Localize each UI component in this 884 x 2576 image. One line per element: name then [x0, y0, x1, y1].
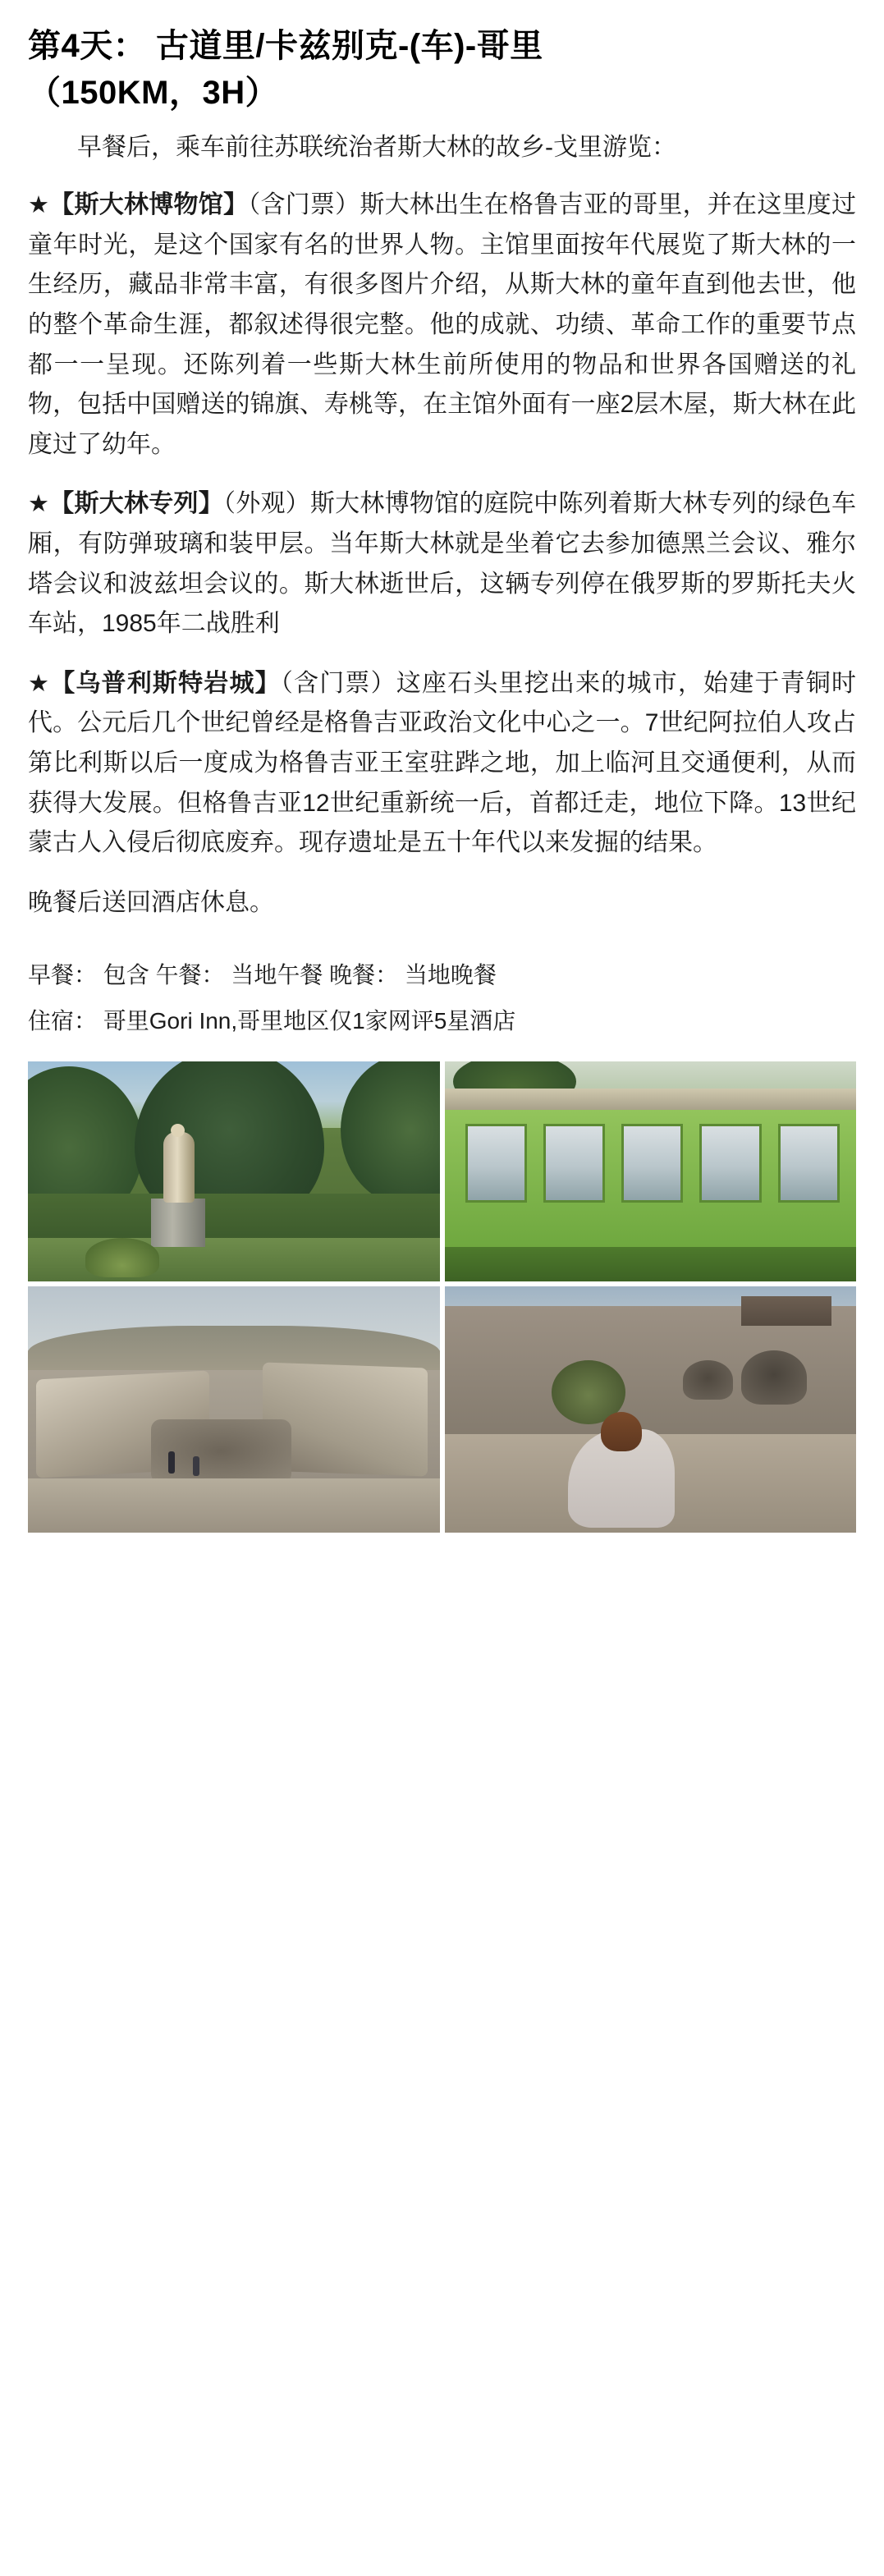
- statue-pedestal: [151, 1199, 204, 1247]
- paragraph-uplistsikhe: [28, 664, 856, 864]
- meals-info: 早餐： 包含 午餐： 当地午餐 晚餐： 当地晚餐: [28, 962, 497, 988]
- carriage-window: [699, 1124, 761, 1203]
- text-stalin-museum: （含门票）斯大林出生在格鲁吉亚的哥里，并在这里度过童年时光，是这个国家有名的世界人物。主馆里面按年代展览了斯大林的一生经历，藏品非常丰富，有很多图片介绍，从斯大林的童年直到他去世，他的整个革命生涯，都叙述得很完整。他的成就、功绩、革命工作的重要节点都一一呈现。还陈列着一些斯大林生前所使用的物品和世界各国赠送的礼物，包括中国赠送的锦旗、寿桃等，在主馆外面有一座2层木屋，斯大林在此度过了幼年。: [28, 191, 857, 458]
- woman-hair: [601, 1412, 642, 1451]
- heading-stalin-train: 【斯大林专列】: [49, 490, 223, 518]
- carriage-window: [543, 1124, 605, 1203]
- cave-opening: [683, 1360, 732, 1400]
- paragraph-stalin-train: [28, 484, 856, 644]
- page-title-line-2: （150KM，3H）: [28, 74, 279, 111]
- carriage-window: [465, 1124, 527, 1203]
- text-stalin-train: （外观）斯大林博物馆的庭院中陈列着斯大林专列的绿色车厢，有防弹玻璃和装甲层。当年斯大林就是坐着它去参加德黑兰会议、雅尔塔会议和波兹坦会议的。斯大林逝世后，这辆专列停在俄罗斯的罗斯托夫火车站，1985年二战胜利: [28, 490, 857, 638]
- visitor-figure: [168, 1451, 176, 1474]
- visitor-figure: [193, 1456, 200, 1476]
- spacer: [28, 941, 856, 956]
- hilltop-structure: [741, 1296, 831, 1326]
- photo-stalin-statue: [28, 1061, 440, 1281]
- photo-stalin-train: [445, 1061, 857, 1281]
- bullet-star-icon: ★: [28, 491, 50, 518]
- heading-stalin-museum: 【斯大林博物馆】: [49, 191, 249, 219]
- page-title: [28, 23, 856, 117]
- text-uplistsikhe: （含门票）这座石头里挖出来的城市，始建于青铜时代。公元后几个世纪曾经是格鲁吉亚政治文化中心之一。7世纪阿拉伯人攻占第比利斯以后一度成为格鲁吉亚王室驻跸之地，加上临河且交通便利，从而获得大发展。但格鲁吉亚12世纪重新统一后，首都迁走，地位下降。13世纪蒙古人入侵后彻底废弃。现存遗址是五十年代以来发掘的结果。: [28, 669, 856, 857]
- photo-gallery: [28, 1061, 856, 1533]
- itinerary-body: [28, 128, 856, 1041]
- tree-right: [341, 1061, 439, 1207]
- hill: [28, 1326, 440, 1370]
- bullet-star-icon: ★: [28, 192, 50, 219]
- hotel-info: 住宿： 哥里Gori Inn,哥里地区仅1家网评5星酒店: [28, 1007, 516, 1034]
- paragraph-intro: 早餐后，乘车前往苏联统治者斯大林的故乡-戈里游览：: [77, 133, 676, 161]
- carriage-skirt: [445, 1247, 857, 1282]
- statue-head: [171, 1124, 185, 1137]
- hedge: [28, 1194, 440, 1242]
- carriage-roof: [445, 1089, 857, 1111]
- carriage-window: [778, 1124, 840, 1203]
- photo-uplistsikhe-ruins: [28, 1286, 440, 1533]
- carriage-window: [621, 1124, 683, 1203]
- paragraph-evening: 晚餐后送回酒店休息。: [28, 888, 274, 916]
- stone-floor: [28, 1478, 440, 1533]
- cave-opening: [741, 1350, 807, 1405]
- bullet-star-icon: ★: [28, 670, 51, 697]
- shrub: [85, 1238, 159, 1277]
- paragraph-stalin-museum: [28, 186, 856, 465]
- photo-uplistsikhe-caves: [445, 1286, 857, 1533]
- statue-figure: [163, 1132, 195, 1203]
- heading-uplistsikhe: 【乌普利斯特岩城】: [50, 669, 281, 697]
- page-title-line-1: 第4天： 古道里/卡兹别克-(车)-哥里: [28, 28, 543, 64]
